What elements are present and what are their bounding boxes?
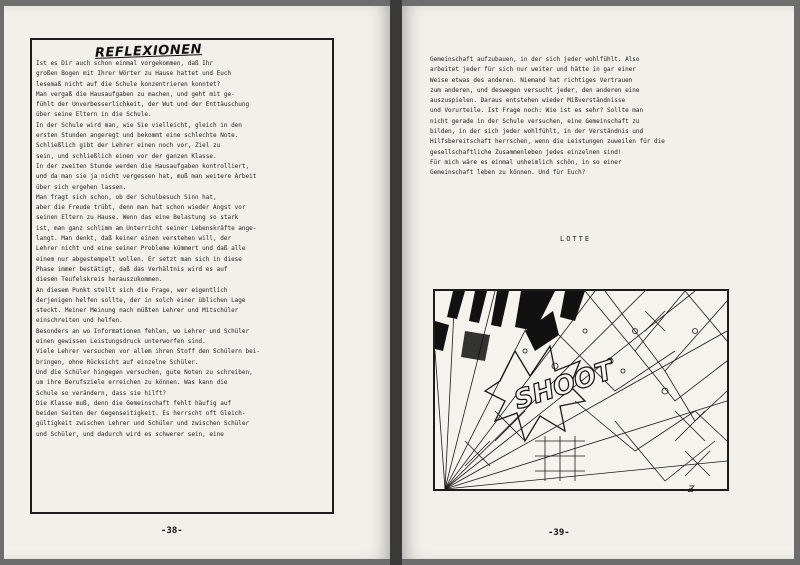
text-line: bringen, ohne Rücksicht auf einzelne Schüler. xyxy=(36,358,199,366)
text-line: langt. Man denkt, daß keiner einen verstehen will, der xyxy=(36,235,232,243)
text-line: Hilfsbereitschaft herrschen, wenn die Leistungen zuweilen für die xyxy=(430,138,665,146)
text-line: großen Bogen mit Ihrer Wörter zu Hause hattet und Euch xyxy=(36,70,232,78)
text-line: Und die Schüler hingegen versuchen, gute Noten zu schreiben, xyxy=(36,368,253,376)
artwork-illustration xyxy=(433,289,729,491)
text-line: An diesem Punkt stellt sich die Frage, wer eigentlich xyxy=(36,286,228,294)
text-line: lesemaß nicht auf die Schule konzentrieren konntet? xyxy=(36,80,221,88)
text-line: In der Schule wird man, wie Sie vielleicht, gleich in den xyxy=(36,121,242,129)
text-line: Besonders an wo Informationen fehlen, wo Lehrer und Schüler xyxy=(36,327,250,335)
right-page-text xyxy=(430,55,724,179)
text-line: Man fragt sich schon, ob der Schulbesuch Sinn hat, xyxy=(36,193,217,201)
text-line: arbeitet jeder für sich nur weiter und hätte in gar einer xyxy=(430,66,636,74)
text-line: Die Klasse muß, denn die Gemeinschaft fehlt häufig auf xyxy=(36,399,232,407)
text-line: über seine Eltern in die Schule. xyxy=(36,111,152,119)
text-line: sein, und schließlich einen vor der ganzen Klasse. xyxy=(36,152,217,160)
text-line: Man vergaß die Hausaufgaben zu machen, und geht mit ge- xyxy=(36,90,235,98)
text-line: einschreiten und helfen. xyxy=(36,317,123,325)
text-line: gültigkeit zwischen Lehrer und Schüler und zwischen Schüler xyxy=(36,420,250,428)
author-signature: LOTTE xyxy=(560,235,592,243)
text-line: derjenigen helfen sollte, der in solch einer üblichen Lage xyxy=(36,296,246,304)
artwork-lettering: SHOOT xyxy=(510,355,618,416)
text-line: einen gewissen Leistungsdruck unterworfen sind. xyxy=(36,338,206,346)
text-line: auszuspielen. Daraus entstehen wieder Mißverständnisse xyxy=(430,97,626,105)
text-line: Phase immer bestätigt, daß das Verhältnis wird es auf xyxy=(36,265,228,273)
text-line: einem nur abgestempelt wollen. Er setzt man sich in diese xyxy=(36,255,242,263)
text-line: Weise etwas des anderen. Niemand hat richtiges Vertrauen xyxy=(430,76,633,84)
text-line: Schule so verändern, dass sie hilft? xyxy=(36,389,167,397)
text-line: steckt. Meiner Meinung nach müßten Lehrer und Mitschüler xyxy=(36,307,239,315)
text-line: und da man sie ja nicht vergessen hat, muß man weitere Arbeit xyxy=(36,173,257,181)
text-line: über sich ergehen lassen. xyxy=(36,183,127,191)
text-line: Ist es Dir auch schon einmal vorgekommen, daß Ihr xyxy=(36,60,214,67)
text-line: nicht gerade in der Schule versuchen, eine Gemeinschaft zu xyxy=(430,117,640,125)
artwork-drawing xyxy=(435,291,727,489)
text-line: Für mich wäre es einmal unheimlich schön, in so einer xyxy=(430,158,622,166)
text-line: Lehrer nicht und eine seiner Probleme kümmert und daß alle xyxy=(36,245,246,253)
text-line: Gemeinschaft leben zu können. Und für Euch? xyxy=(430,169,586,177)
right-page-number: -39- xyxy=(548,528,570,538)
text-line: ist, man ganz schlimm am Unterricht seiner Lebenskräfte ange- xyxy=(36,224,257,232)
left-page-text xyxy=(36,59,328,440)
text-line: seinen Eltern zu Hause. Wenn das eine Belastung so stark xyxy=(36,214,239,222)
text-line: fühlt der Unverbesserlichkeit, der Wut und der Enttäuschung xyxy=(36,101,250,109)
text-line: Schließlich gibt der Lehrer einen noch vor, Ziel zu xyxy=(36,142,221,150)
text-line: In der zweiten Stunde werden die Hausaufgaben kontrolliert, xyxy=(36,162,250,170)
text-line: um ihre Berufsziele erreichen zu können. Was kann die xyxy=(36,379,228,387)
book-gutter xyxy=(390,0,402,565)
article-heading: REFLEXIONEN xyxy=(92,42,205,61)
text-line: und Schüler, und dadurch wird es schwerer sein, eine xyxy=(36,430,224,438)
text-line: beiden Seiten der Gegenseitigkeit. Es herrscht oft Gleich- xyxy=(36,410,246,418)
text-line: bilden, in der sich jeder wohlfühlt, in der Verständnis und xyxy=(430,128,644,136)
text-line: gesellschaftliche Zusammenleben jedes einzelnen sind! xyxy=(430,148,622,156)
left-page-number: -38- xyxy=(161,526,183,536)
text-line: Gemeinschaft aufzubauen, in der sich jeder wohlfühlt. Also xyxy=(430,56,640,63)
text-line: diesen Teufelskreis herauszukommen. xyxy=(36,276,163,284)
text-line: zum anderen, und deswegen versucht jeder, den anderen eine xyxy=(430,86,640,94)
artist-monogram: Ƶ xyxy=(688,485,695,495)
text-line: ersten Stunden angeregt und bekommt eine schlechte Note. xyxy=(36,132,239,140)
text-line: und Vorurteile. Ist Frage noch: Wie ist es sehr? Sollte man xyxy=(430,107,644,115)
text-line: Viele Lehrer versuchen vor allem ihren Stoff den Schülern bei- xyxy=(36,348,260,356)
text-line: aber die Freude trübt, denn man hat schon wieder Angst vor xyxy=(36,204,246,212)
